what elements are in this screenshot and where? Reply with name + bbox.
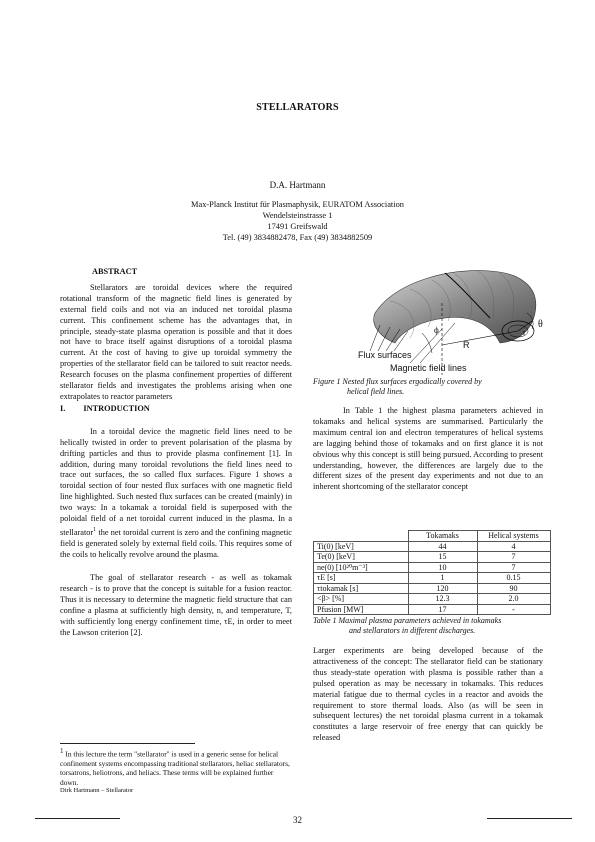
r-label: r (523, 328, 526, 337)
paper-title: STELLARATORS (256, 102, 339, 113)
helical-cell: 0.15 (477, 573, 550, 584)
left-column (60, 267, 292, 639)
affiliation-line: Wendelsteinstrasse 1 (262, 211, 333, 220)
figure-caption-line: Figure 1 Nested flux surfaces ergodically covered by (313, 377, 482, 386)
affiliation-line: Tel. (49) 3834882478, Fax (49) 3834882509 (222, 233, 373, 242)
helical-cell: 7 (477, 552, 550, 563)
table-header-cell: Tokamaks (408, 531, 477, 542)
param-cell: τtokamak [s] (314, 583, 409, 594)
intro-number: I. (60, 403, 66, 413)
table-caption-line: Table 1 Maximal plasma parameters achieved in tokamaks (313, 616, 502, 625)
helical-cell: 4 (477, 541, 550, 552)
running-head: Dirk Hartmann – Stellarator (60, 787, 134, 795)
helical-cell: 7 (477, 562, 550, 573)
param-cell: Te(0) [keV] (314, 552, 409, 563)
param-cell: <β> [%] (314, 594, 409, 605)
table-header-cell: Helical systems (477, 531, 550, 542)
param-cell: τE [s] (314, 573, 409, 584)
table-header-row (314, 531, 551, 542)
R-label: R (463, 340, 470, 350)
intro-title: INTRODUCTION (83, 403, 150, 413)
affiliation-line: Max-Planck Institut für Plasmaphysik, EURATOM Association (191, 200, 404, 209)
figure-caption-line: helical field lines. (347, 387, 405, 396)
page-number: 32 (293, 815, 302, 825)
theta-label: θ (538, 319, 543, 330)
intro-paragraph-1 (60, 427, 292, 561)
table-1 (313, 530, 551, 615)
footnote-text: In this lecture the term "stellarator" is used in a generic sense for helical confinement systems encompassing traditional stellarators, heliac stellarators, torsatrons, heliotrons, and heliacs. These terms will be explained further down. (60, 749, 290, 787)
footnote-separator (60, 743, 195, 744)
footnote (60, 747, 292, 795)
attractiveness-paragraph: Larger experiments are being developed because of the attractiveness of the concept: The stellarator field can be stationary thus steady-state operation with plasma is possible rather than a pulsed operation as may be necessary in tokamaks. This reduces material fatigue due to thermal cycles in a reactor and avoids the requirement to store thermal loads. Also (as will be seen in subsequent lectures) the net toroidal plasma current in a tokamak constitutes a large reservoir of free energy that can quickly be released (313, 646, 543, 743)
table-row (314, 562, 551, 573)
table-row (314, 583, 551, 594)
tokamak-cell: 1 (408, 573, 477, 584)
helical-cell: 2.0 (477, 594, 550, 605)
figure-1-caption (313, 377, 545, 397)
flux-surfaces-label: Flux surfaces (358, 350, 412, 360)
tokamak-cell: 44 (408, 541, 477, 552)
table-header-cell (314, 531, 409, 542)
intro-paragraph-2: The goal of stellarator research - as well as tokamak research - is to prove that the concept is suitable for a fusion reactor. Thus it is necessary to determine the magnetic field structure that can confine a plasma at sufficiently high density, n, and temperature, T, with sufficiently long energy confinement time, τE, in order to meet the Lawson criterion [2]. (60, 573, 292, 637)
table-row (314, 573, 551, 584)
tokamak-cell: 10 (408, 562, 477, 573)
magnetic-field-lines-label: Magnetic field lines (390, 363, 467, 373)
footnote-ref[interactable]: 1 (93, 526, 97, 533)
footnote-mark: 1 (60, 747, 64, 755)
affiliation-block (0, 199, 595, 243)
phi-label: ϕ (434, 325, 439, 335)
table-row (314, 552, 551, 563)
intro-p1-text-cont: the net toroidal current is zero and the confining magnetic field is generated solely by external field coils. This requires some of the coils to helically revolve around the plasma. (60, 527, 292, 559)
tokamak-cell: 120 (408, 583, 477, 594)
table-row (314, 604, 551, 615)
intro-heading (60, 404, 292, 415)
helical-cell: 90 (477, 583, 550, 594)
table-1-caption (313, 616, 545, 636)
param-cell: ne(0) [10²⁰m⁻³] (314, 562, 409, 573)
right-column-bottom (313, 646, 543, 744)
abstract-text: Stellarators are toroidal devices where the required rotational transform of the magnetic field lines is generated by external field coils and not via an induced net toroidal plasma current. This confinement scheme has the advantages that, in principle, steady-state plasma operation is possible and that it does not have to brace itself against disruptions of a toroidal plasma current. At the cost of having to give up toroidal symmetry the properties of the stellarator field can be tailored to suit reactor needs. Research focuses on the plasma confinement properties of different stellarator fields and investigates the problems arising when one extrapolates to reactor parameters (60, 282, 292, 401)
intro-p1-text: In a toroidal device the magnetic field lines need to be helically twisted in order to prevent polarisation of the plasma by drifting particles and thus to provide plasma confinement [1]. In addition, during many toroidal revolutions the field lines need to trace out surfaces, the so called flux surfaces. Figure 1 shows a toroidal section of four nested flux surfaces with one magnetic field line highlighted. Such nested flux surfaces can be created (mainly) in two ways: In a tokamak a toroidal field is superposed with the poloidal field of a net toroidal current induced in the plasma. In a stellarator (60, 426, 292, 537)
param-cell: Pfusion [MW] (314, 604, 409, 615)
param-cell: Ti(0) [keV] (314, 541, 409, 552)
tokamak-cell: 15 (408, 552, 477, 563)
tokamak-cell: 12.3 (408, 594, 477, 605)
figure-1-flux-surfaces (350, 263, 550, 375)
helical-cell: - (477, 604, 550, 615)
abstract-heading: ABSTRACT (92, 267, 138, 276)
table-caption-line: and stellarators in different discharges. (349, 626, 476, 635)
plasma-parameter-table (313, 530, 551, 615)
tokamak-cell: 17 (408, 604, 477, 615)
table-row (314, 594, 551, 605)
right-column-top (313, 406, 543, 493)
table-intro-paragraph: In Table 1 the highest plasma parameters achieved in tokamaks and helical systems are summarised. Particularly the maximum central ion and electron temperatures of helical systems are lagging behind those of tokamaks and on first glance it is not obvious why this concept is still being pursued. According to present understanding, however, the differences are largely due to the different sizes of the present day experiments and not due to an inherent shortcoming of the stellarator concept (313, 406, 543, 492)
affiliation-line: 17491 Greifswald (267, 222, 328, 231)
table-row (314, 541, 551, 552)
author-name: D.A. Hartmann (269, 180, 326, 190)
